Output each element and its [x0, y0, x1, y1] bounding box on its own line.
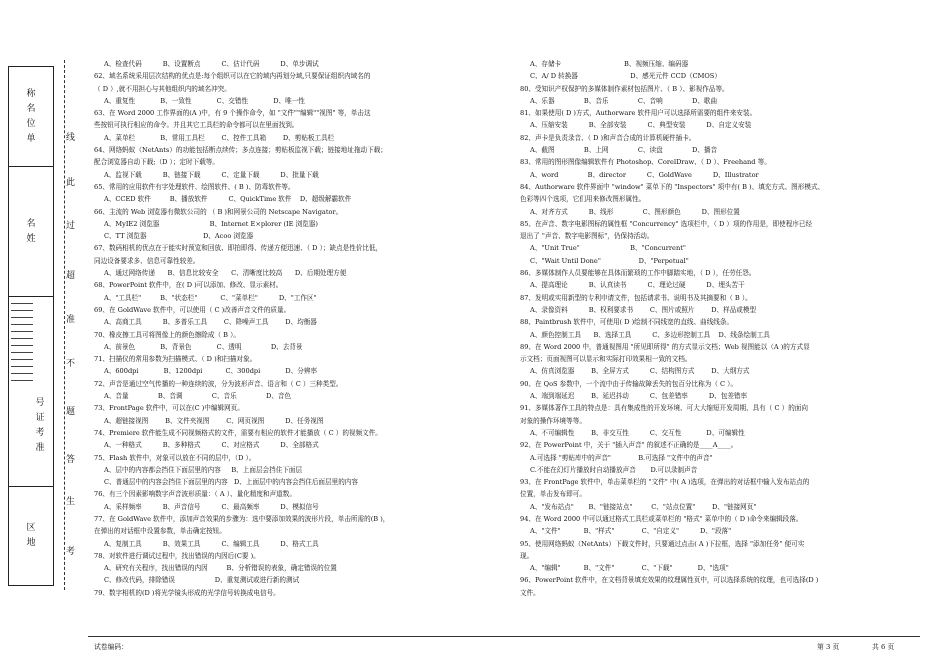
question-line: 79、数字相机的(D )将光学镜头形成的光学信号转换成电信号。: [94, 588, 280, 597]
cut-line-char: 准: [66, 315, 76, 325]
option-line: A、压缩安装 B、全部安装 C、典型安装 D、自定义安装: [530, 121, 752, 130]
option-line: A、对齐方式 B、线形 C、图形颜色 D、图形位置: [530, 207, 740, 216]
option-line: A、超链接视图 B、文件夹视图 C、网页视图 D、任务视图: [104, 416, 324, 425]
cut-line-char: 不: [66, 359, 76, 369]
question-line: 94、在 Word 2000 中可以通过格式工具栏或菜单栏的 "格式" 菜单中的（ D )命令来编辑段落。: [520, 514, 803, 523]
cut-line-char: 题: [66, 407, 76, 417]
info-sidebar: [8, 66, 54, 586]
exam-id-label: 号证考准: [35, 398, 45, 453]
left-question-column: [94, 58, 496, 599]
option-line: A、重复性 B、一致性 C、交错性 D、唯一性: [104, 96, 305, 105]
student-name-label: 名姓: [26, 218, 36, 244]
question-line: 69、在 GoldWave 软件中，可以使用（ C )改善声音文件的质量。: [94, 305, 291, 314]
cut-line-char: 答: [66, 455, 76, 465]
question-line: 64、网络蚂蚁（NetAnts）的功能包括断点续传；多点连接；剪贴板监视下载；链接地址拖动下载；: [94, 146, 387, 155]
option-line: A、复制工具 B、效果工具 C、编辑工具 D、格式工具: [104, 539, 319, 548]
option-line: A、端到端延迟 B、延迟抖动 C、包差错率 D、包差错率: [530, 392, 748, 401]
cut-line-char: 超: [66, 271, 76, 281]
cut-line-char: 过: [66, 221, 76, 231]
question-line: 位置，单击发布即可。: [520, 490, 586, 499]
question-line: 86、多媒体制作人员要能够在具体而繁琐的工作中脚踏实地，（ D ），任劳任怨。: [520, 269, 756, 278]
question-line: 92、在 PowerPoint 中，关于 "插入声音" 的叙述不正确的是____A____。: [520, 441, 738, 450]
exam-id-cell: [9, 297, 53, 487]
option-line: C、"Wait Until Done" D、"Perpetual": [530, 256, 689, 265]
option-line: A、监视下载 B、链接下载 C、定量下载 D、批量下载: [104, 170, 319, 179]
question-line: 78、对软件进行调试过程中，找出错误的内因后(C要 )。: [94, 551, 260, 560]
option-line: A、前景色 B、背景色 C、透明 D、去背景: [104, 342, 303, 351]
question-line: 84、Authorware 软件界面中 "window" 菜单下的 "Inspectors" 项中有( B )、填充方式、图形模式、: [520, 182, 825, 191]
option-line: A、层中的内容都会挡住下面层里的内容 B、上面层会挡住下面层: [104, 465, 303, 474]
option-line: A、音量 B、音调 C、音乐 D、音色: [104, 392, 292, 401]
question-line: 68、PowerPoint 软件中，在( D )可以添加、修改、显示素材。: [94, 281, 283, 290]
option-line: A.可选择 "剪贴库中的声音" B.可选择 "文件中的声音": [530, 453, 713, 462]
option-line: A、颜色控制工具 B、选择工具 C、多边形控制工具 D、线条绘制工具: [530, 330, 770, 339]
option-line: A、研究有关程序，找出错误的内因 B、分析错误的表象，确定错误的位置: [104, 564, 337, 573]
question-line: 76、有三个因素影响数字声音波形质量：（ A ）、量化精度和声道数。: [94, 490, 296, 499]
question-line: 81、如果使用( D )方式，Authorware 软件用户可以选择所需要的组件来安装。: [520, 109, 757, 118]
question-line: 87、发明或实用新型的专利申请文件，包括请求书、说明书及其摘要和（ B ）。: [520, 293, 752, 302]
question-line: 配合浏览器自动下载;（D ）；定时下载等。: [94, 158, 219, 167]
option-line: A、word B、director C、GoldWave D、Illustrator: [530, 170, 759, 179]
question-line: 些按钮可执行相应的命令。并且其它工具栏的命令都可以在里面找到。: [94, 121, 299, 130]
question-line: 70、橡皮擦工具可将图像上的颜色擦除成（ B ）。: [94, 330, 241, 339]
cut-line-char: 线: [66, 133, 76, 143]
question-line: 74、Premiere 软件能生成不同视频格式的文件，需要有相应的软件才能播放（ C ）的视频文件。: [94, 428, 382, 437]
option-line: A、乐器 B、音乐 C、音响 D、歌曲: [530, 96, 718, 105]
question-line: 89、在 Word 2000 中，普通视图用 "所见即所得" 的方式显示文档；Web 视图能以（A )的方式显: [520, 342, 810, 351]
question-line: 退出了 "声音、数字电影图标"，仍保持活动。: [520, 232, 654, 241]
question-line: 96、PowerPoint 软件中，在文档背景填充效果的纹理属性页中，可以选择系统的纹理，也可选择(D ): [520, 576, 819, 585]
unit-name-label: 称名位单: [26, 88, 36, 144]
right-question-column: [520, 58, 918, 599]
option-line: A、截图 B、上网 C、读盘 D、播音: [530, 146, 718, 155]
region-cell: [9, 487, 53, 585]
option-line: C、TT 浏览器 D、Acoo 浏览器: [104, 232, 254, 241]
question-line: 82、声卡是负责录音、（ D )和声音合成的计算机硬件插卡。: [520, 133, 696, 142]
question-line: 对象的操作环境等等。: [520, 416, 586, 425]
question-line: （ D ）,就不用担心与其他组织内的域名冲突。: [94, 84, 231, 93]
option-line: A、仿真浏览器 B、全屏方式 C、结构图方式 D、大纲方式: [530, 367, 750, 376]
option-line: A、"文件" B、"样式" C、"自定义" D、"段落": [530, 527, 732, 536]
option-line: A、CCED 软件 B、播放软件 C、QuickTime 软件 D、超级解霸软件: [104, 195, 352, 204]
option-line: A、录像资料 B、权利要求书 C、图片或照片 D、样品或模型: [530, 305, 757, 314]
question-line: 在弹出的对话框中设置参数，单击确定按钮。: [94, 527, 226, 536]
question-line: 63、在 Word 2000 工作界面的(A )中，有 9 个操作命令，如 "文件""编辑""视图" 等，单击这: [94, 109, 371, 118]
question-line: 77、在 GoldWave 软件中，添加声音效果的步骤为：选中要添加效果的波形片段，单击所需的(B )，: [94, 514, 390, 523]
option-line: A、600dpi B、1200dpi C、300dpi D、分辨率: [104, 367, 318, 376]
question-line: 同边设备要求多、信息可靠性较差。: [94, 256, 200, 265]
paper-code-label: 试卷编码：: [94, 643, 128, 651]
option-line: A、"编辑" B、"文件" C、"下载" D、"选项": [530, 564, 729, 573]
option-line: A、不可编辑性 B、非交互性 C、交互性 D、可编辑性: [530, 428, 745, 437]
question-line: 93、在 FrontPage 软件中，单击菜单栏的 "文件" 中( A )选项，在弹出的对话框中输入发布站点的: [520, 478, 810, 487]
question-line: 88、Paintbrush 软件中，可使用( D )绘制不同线宽的直线、曲线线条。: [520, 318, 734, 327]
region-label: 区地: [26, 523, 36, 548]
question-line: 66、主流的 Web 浏览器有微软公司的 （ B )和网景公司的 Netscape Navigator。: [94, 207, 343, 216]
option-line: C、普通层中的内容会挡住下面层里的内容 D、上面层中的内容会挡住后面层里的内容: [104, 478, 358, 487]
option-line: A、MyIE2 浏览器 B、Internet E×plorer (IE 浏览器): [104, 219, 318, 228]
cut-line-char: 此: [66, 178, 76, 188]
option-line: A、菜单栏 B、常用工具栏 C、控件工具箱 D、剪贴板工具栏: [104, 133, 335, 142]
question-line: 83、常用的图形图像编辑软件有 Photoshop、CorelDraw、（ D ）、Freehand 等。: [520, 158, 771, 167]
option-line: A、"Unit True" B、"Concurrent": [530, 244, 686, 253]
question-line: 62、域名系统采用层次结构的优点是:每个组织可以在它的域内再划分域,只要保证组织内域名的: [94, 72, 371, 81]
question-line: 91、多媒体著作工具的特点是：具有集成性的开发环境、可大大缩短开发周期、具有（ C ）的面向: [520, 404, 808, 413]
question-line: 73、FrontPage 软件中，可以在(C )中编辑网页。: [94, 404, 244, 413]
question-line: 75、Flash 软件中，对象可以放在不同的层中，（D ）。: [94, 453, 256, 462]
question-line: 示文档；页面视图可以显示和实际打印效果相一致的文档。: [520, 355, 692, 364]
option-line: A、高商工具 B、多普乐工具 C、降噪声工具 D、均衡器: [104, 318, 317, 327]
question-line: 67、数码相机的优点在于能实时预览和回放、即拍即得、传递方便迅速、（ D ）；缺点是性价比低，: [94, 244, 383, 253]
question-line: 85、在声音、数字电影图标的属性框 "Concurrency" 选项栏中，（ D ）项的作用是，即使程序已经: [520, 219, 813, 228]
option-line: A、一种格式 B、多种格式 C、对应格式 D、全部格式: [104, 441, 319, 450]
question-line: 90、在 QoS 参数中，一个流中由于传输故障丢失的包百分比称为（ C ）。: [520, 379, 738, 388]
unit-name-cell: [9, 67, 53, 167]
question-line: 65、常用的应用软件有字处理软件、绘图软件、( B )、防毒软件等。: [94, 182, 295, 191]
option-line: A、存储卡 B、视频压缩、编码器: [530, 60, 689, 68]
question-line: 71、扫描仪的常用参数为扫描模式、（ D )和扫描对象。: [94, 355, 257, 364]
exam-id-grid: [11, 297, 33, 381]
question-line: 色彩等四个选项，它们用来修改图形属性。: [520, 195, 646, 204]
cut-line-char: 生: [66, 497, 76, 507]
option-line: C、A/ D 转换器 D、感光元件 CCD（CMOS）: [530, 72, 721, 81]
footer-rule: [88, 636, 920, 637]
option-line: A、提高理论 B、认真读书 C、理论过硬 D、埋头苦干: [530, 281, 745, 290]
option-line: A、通过网络传递 B、信息比较安全 C、清晰度比较高 D、后期处理方便: [104, 269, 347, 278]
question-line: 文件。: [520, 588, 540, 597]
question-line: 现。: [520, 551, 534, 560]
page-total: 共 6 页: [872, 643, 895, 651]
page-number: 第 3 页: [817, 643, 840, 651]
cut-line-char: 考: [66, 547, 76, 557]
option-line: A、"发布站点" B、"链接站点" C、"站点位置" D、"链接网页": [530, 502, 757, 511]
student-name-cell: [9, 167, 53, 297]
question-line: 95、使用网络蚂蚁（NetAnts）下载文件时，只要通过点击( A )下拉框，选择 "添加任务" 便可实: [520, 539, 805, 548]
option-line: A、检查代码 B、设置断点 C、估计代码 D、单步调试: [104, 60, 319, 68]
option-line: A、采样频率 B、声音信号 C、最高频率 D、模拟信号: [104, 502, 319, 511]
option-line: A、"工具栏" B、"状态栏" C、"菜单栏" D、"工作区": [104, 293, 317, 302]
question-line: 72、声音是通过空气传播的一种连续的波，分为波形声音、语言和（ C ）三种类型。: [94, 379, 343, 388]
option-line: C.不能在幻灯片播放时自动播放声音 D.可以录制声音: [530, 465, 698, 474]
option-line: C、修改代码，排除错误 D、重复测试或进行新的测试: [104, 576, 300, 585]
question-line: 80、受知识产权保护的多媒体制作素材包括图片、（ B ）、影视作品等。: [520, 84, 729, 93]
